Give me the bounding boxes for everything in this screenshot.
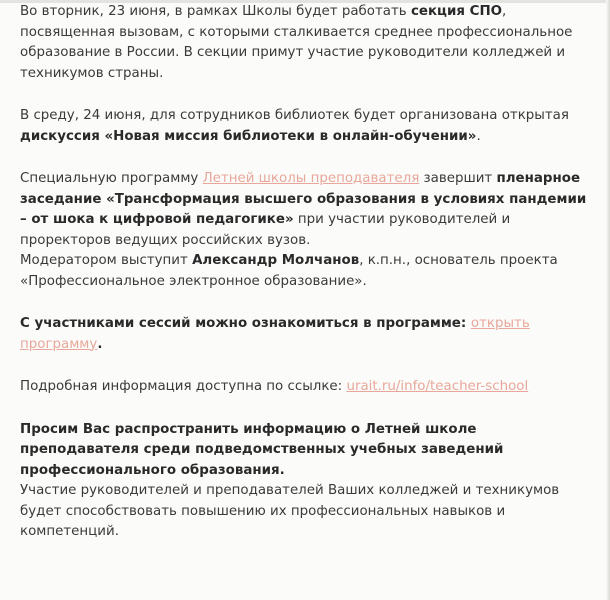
email-body (20, 2, 590, 565)
bold-text: пленарное заседание «Трансформация высшего образования в условиях пандемии – от шока к цифровой педагогике» (20, 171, 587, 227)
bold-text: Александр Молчанов (192, 253, 360, 268)
text: Во вторник, 23 июня, в рамках Школы будет работать (20, 4, 411, 19)
text: , посвященная вызовам, с которыми сталкивается среднее профессиональное образование в России. В секции примут участие руководители колледжей и техникумов страны. (20, 4, 573, 81)
summer-school-link[interactable]: Летней школы преподавателя (202, 171, 420, 186)
text: при участии руководителей и проректоров ведущих российских вузов. (20, 212, 511, 248)
text: . (476, 128, 481, 144)
page-right-edge (606, 0, 610, 600)
bold-text: С участниками сессий можно ознакомиться в программе: (20, 316, 471, 331)
text: завершит (419, 171, 497, 186)
paragraph-program (20, 314, 590, 355)
bold-text: дискуссия «Новая миссия библиотеки в онлайн-обучении» (20, 128, 477, 144)
bold-text: . (97, 336, 103, 352)
text: Подробная информация доступна по ссылке: (20, 379, 347, 394)
urait-link[interactable]: urait.ru/info/teacher-school (346, 379, 529, 394)
paragraph-plenary-session (20, 169, 590, 292)
paragraph-request (20, 420, 590, 543)
bold-text: Просим Вас распространить информацию о Летней школе преподавателя среди подведомственных учебных заведений профессионального образования. (20, 421, 504, 478)
paragraph-spo-section (20, 2, 590, 84)
text: В среду, 24 июня, для сотрудников библиотек будет организована открытая (20, 108, 569, 123)
text: Модератором выступит (20, 253, 193, 268)
text: Специальную программу (20, 171, 203, 186)
text: , к.п.н., основатель проекта «Профессиональное электронное образование». (20, 253, 558, 289)
bold-text: секция СПО (410, 4, 503, 19)
paragraph-library-discussion (20, 106, 590, 147)
paragraph-details (20, 377, 590, 398)
text: Участие руководителей и преподавателей Ваших колледжей и техникумов будет способствовать повышению их профессиональных навыков и компетенций. (20, 483, 560, 539)
open-program-link[interactable]: открыть программу (20, 316, 530, 352)
